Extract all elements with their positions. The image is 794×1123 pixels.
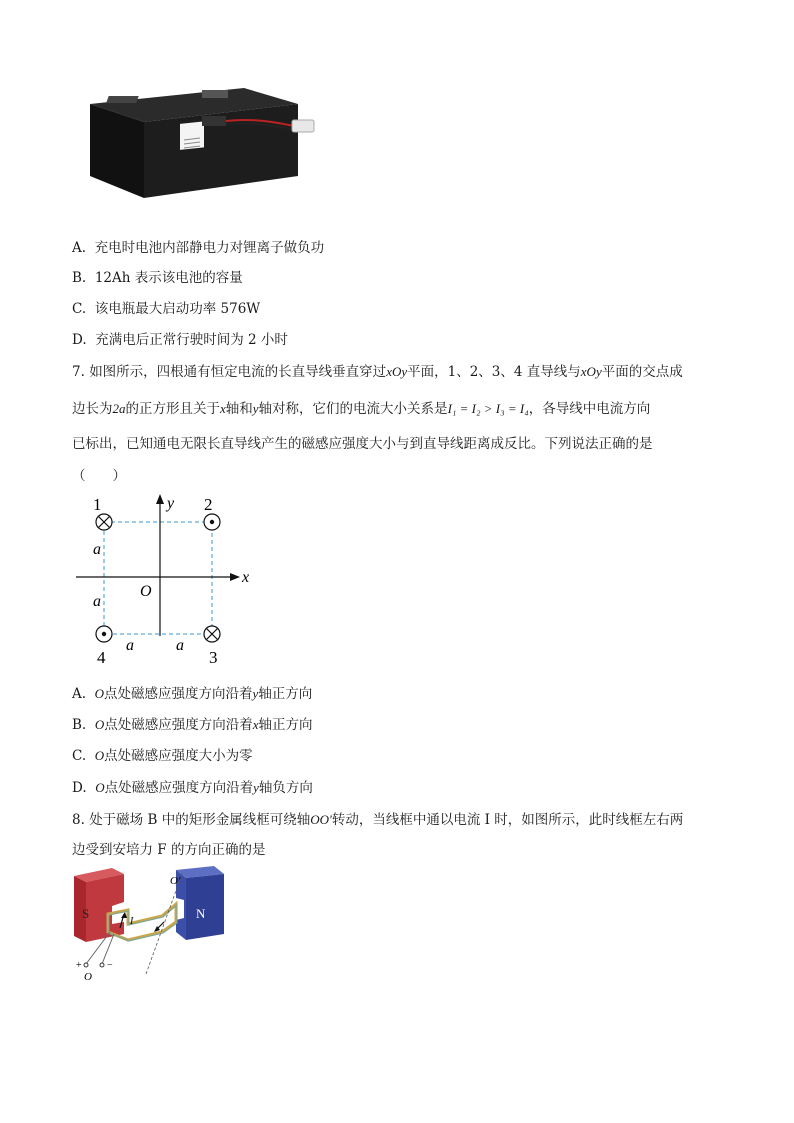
wire-1-into-page-icon — [96, 514, 112, 530]
wire-label-4: 4 — [97, 648, 106, 667]
q7-figure — [70, 490, 260, 668]
wire-3-into-page-icon — [204, 626, 220, 642]
wire-label-1: 1 — [93, 495, 102, 514]
battery-figure — [84, 76, 334, 202]
y-axis-label: y — [167, 495, 175, 512]
q6-option-b: B. 12Ah 表示该电池的容量 — [72, 270, 243, 286]
magnet-s — [74, 868, 124, 942]
square-outline — [104, 522, 212, 634]
label-n: N — [196, 906, 206, 921]
q6-option-a: A. 充电时电池内部静电力对锂离子做负功 — [72, 240, 325, 256]
wire-2-out-of-page-icon — [204, 514, 220, 530]
q7-option-a: A. O点处磁感应强度方向沿着y轴正方向 — [72, 686, 313, 702]
magnet-n — [176, 866, 224, 940]
label-o-top: O′ — [170, 875, 181, 887]
q7-option-c: C. O点处磁感应强度大小为零 — [72, 748, 253, 764]
label-minus: − — [107, 960, 113, 971]
label-plus: + — [76, 960, 82, 971]
x-axis-label: x — [242, 569, 250, 586]
seg-label-bottom-left: a — [126, 637, 134, 654]
q7-answer-paren: （ ） — [72, 468, 126, 484]
q7-option-d: D. O点处磁感应强度方向沿着y轴负方向 — [72, 780, 313, 796]
wire-label-2: 2 — [204, 495, 213, 514]
q8-stem-line2: 边受到安培力 F 的方向正确的是 — [72, 842, 266, 858]
q8-stem-line1: 8. 处于磁场 B 中的矩形金属线框可绕轴OO′转动，当线框中通以电流 I 时，如图所示，此时线框左右两 — [72, 812, 684, 828]
q6-option-c: C. 该电瓶最大启动功率 576W — [72, 301, 261, 317]
y-axis-arrow — [156, 494, 164, 504]
seg-label-left-bottom: a — [93, 593, 101, 610]
q6-option-d: D. 充满电后正常行驶时间为 2 小时 — [72, 332, 288, 348]
q7-stem-line2: 边长为2a的正方形且关于x轴和y轴对称，它们的电流大小关系是I₁ = I₂ > I₃ = I₄，各导线中电流方向 — [72, 401, 651, 417]
seg-label-bottom-right: a — [176, 637, 184, 654]
x-axis-arrow — [230, 573, 240, 581]
q8-figure — [72, 866, 232, 984]
wire-label-3: 3 — [209, 648, 218, 667]
seg-label-left-top: a — [93, 541, 101, 558]
wire-4-out-of-page-icon — [96, 626, 112, 642]
origin-label: O — [140, 583, 152, 600]
q7-stem-line3: 已标出，已知通电无限长直导线产生的磁感应强度大小与到直导线距离成反比。下列说法正确的是 — [72, 436, 653, 452]
label-o-bottom: O — [84, 971, 92, 983]
label-s: S — [82, 906, 90, 921]
q7-stem-line1: 7. 如图所示，四根通有恒定电流的长直导线垂直穿过xOy平面，1、2、3、4 直导线与xOy平面的交点成 — [72, 364, 683, 380]
label-current: I — [130, 916, 134, 927]
q7-option-b: B. O点处磁感应强度方向沿着x轴正方向 — [72, 717, 313, 733]
